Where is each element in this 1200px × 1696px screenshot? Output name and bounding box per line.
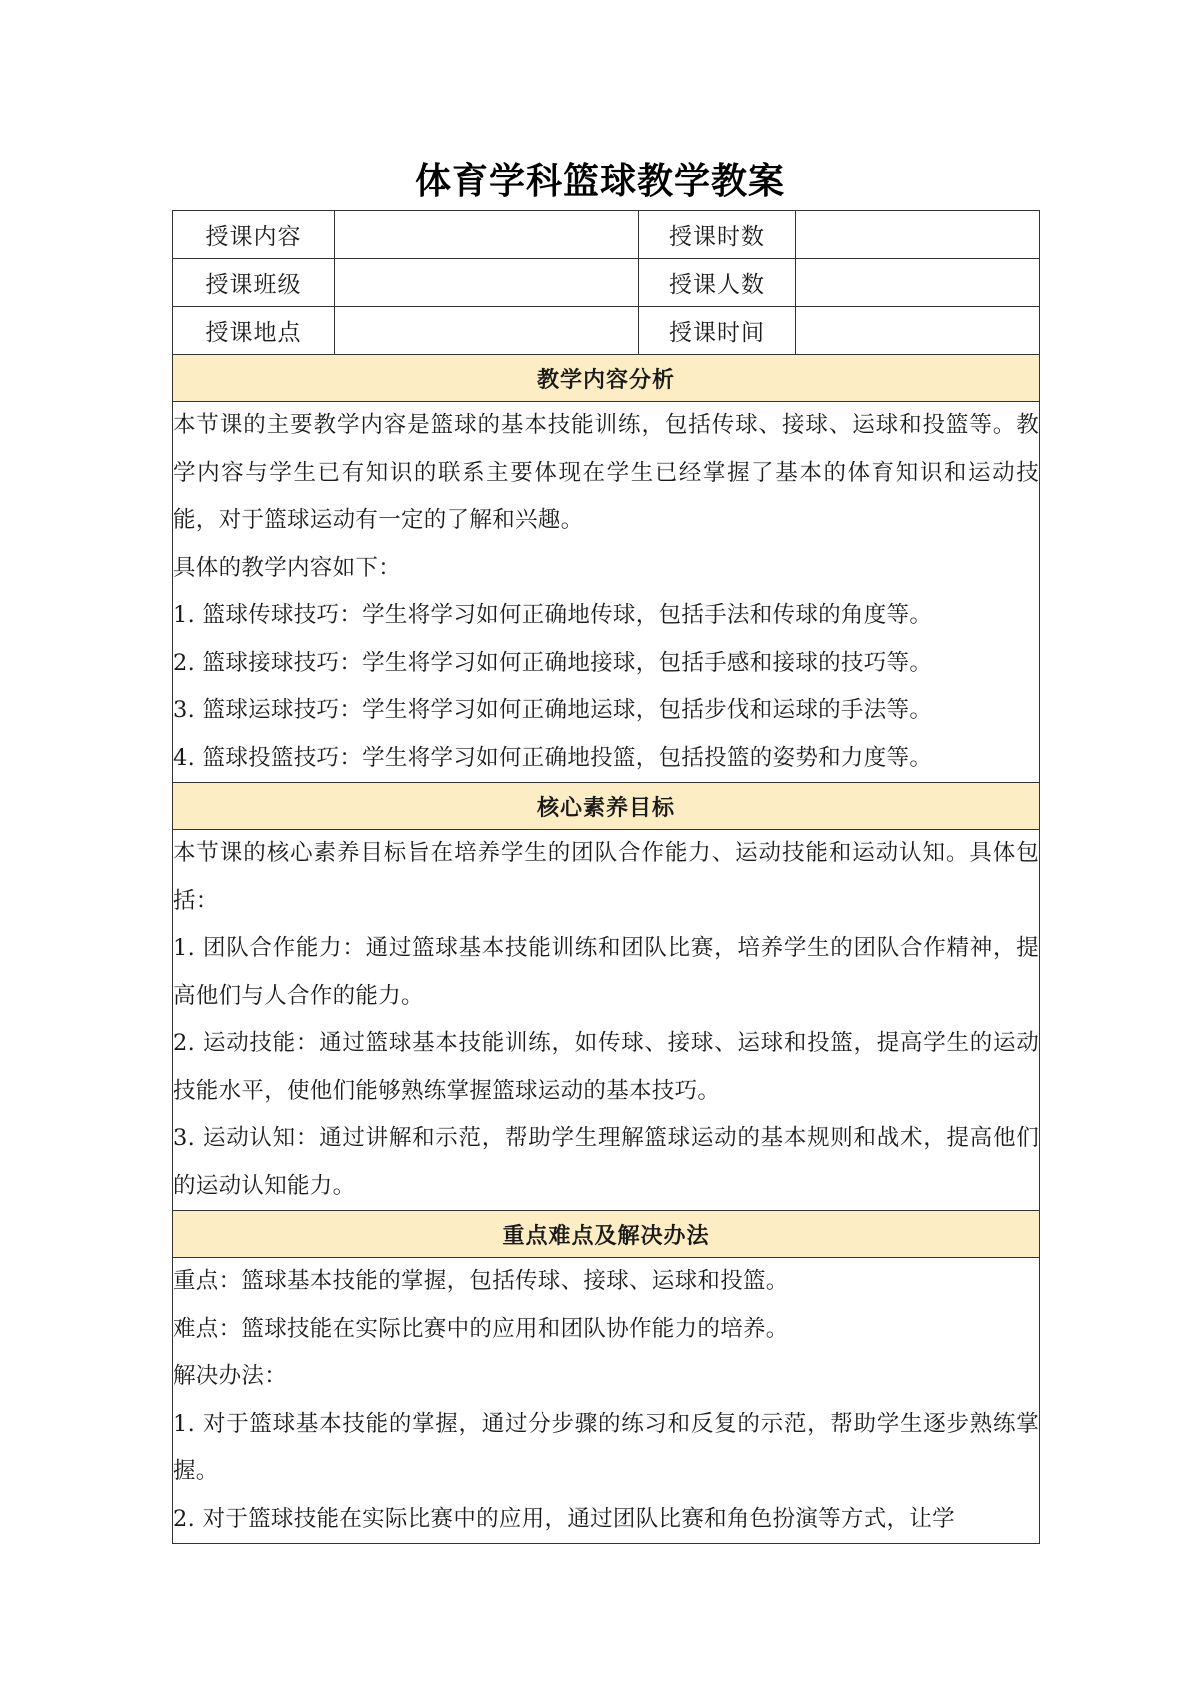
value-student-count: [796, 259, 1040, 307]
section-title-literacy: 核心素养目标: [173, 783, 1040, 830]
section-body-keypoints: [173, 1258, 1040, 1544]
section-content-analysis: [173, 402, 1040, 783]
keypoints-list-item: 2. 对于篮球技能在实际比赛中的应用，通过团队比赛和角色扮演等方式，让学: [173, 1505, 955, 1532]
info-row-location: [173, 307, 1040, 355]
section-header-keypoints: [173, 1211, 1040, 1258]
section-title-analysis: 教学内容分析: [173, 355, 1040, 402]
keypoints-list-item: 1. 对于篮球基本技能的掌握，通过分步骤的练习和反复的示范，帮助学生逐步熟练掌握。: [173, 1410, 1039, 1484]
analysis-list-item: 4. 篮球投篮技巧：学生将学习如何正确地投篮，包括投篮的姿势和力度等。: [173, 744, 933, 771]
analysis-paragraph: 本节课的主要教学内容是篮球的基本技能训练，包括传球、接球、运球和投篮等。教学内容与学生已有知识的联系主要体现在学生已经掌握了基本的体育知识和运动技能，对于篮球运动有一定的了解和兴趣。: [173, 412, 1039, 533]
analysis-list-item: 1. 篮球传球技巧：学生将学习如何正确地传球，包括手法和传球的角度等。: [173, 602, 933, 628]
keypoints-paragraph: 难点：篮球技能在实际比赛中的应用和团队协作能力的培养。: [173, 1315, 789, 1342]
value-lesson-class: [335, 259, 639, 307]
section-header-literacy: [173, 783, 1040, 830]
info-row-content: [173, 211, 1040, 259]
label-lesson-class: 授课班级: [173, 259, 335, 307]
analysis-paragraph: 具体的教学内容如下：: [173, 554, 402, 581]
value-lesson-hours: [796, 211, 1040, 259]
document-title: 体育学科篮球教学教案: [414, 161, 785, 202]
section-title-keypoints: 重点难点及解决办法: [173, 1211, 1040, 1258]
keypoints-paragraph: 解决办法：: [173, 1363, 288, 1389]
section-body-analysis: [173, 402, 1040, 783]
literacy-list-item: 2. 运动技能：通过篮球基本技能训练，如传球、接球、运球和投篮，提高学生的运动技能水平，使他们能够熟练掌握篮球运动的基本技巧。: [173, 1030, 1039, 1104]
label-lesson-location: 授课地点: [173, 307, 335, 355]
keypoints-paragraph: 重点：篮球基本技能的掌握，包括传球、接球、运球和投篮。: [173, 1268, 789, 1294]
literacy-paragraph: 本节课的核心素养目标旨在培养学生的团队合作能力、运动技能和运动认知。具体包括：: [173, 840, 1039, 914]
label-lesson-content: 授课内容: [173, 211, 335, 259]
value-lesson-content: [335, 211, 639, 259]
label-lesson-time: 授课时间: [639, 307, 796, 355]
lesson-plan-table: [172, 210, 1040, 1544]
section-body-literacy: [173, 830, 1040, 1211]
section-content-literacy: [173, 830, 1040, 1211]
section-content-keypoints: [173, 1258, 1040, 1544]
section-header-analysis: [173, 355, 1040, 402]
literacy-list-item: 3. 运动认知：通过讲解和示范，帮助学生理解篮球运动的基本规则和战术，提高他们的运动认知能力。: [173, 1125, 1039, 1199]
label-student-count: 授课人数: [639, 259, 796, 307]
analysis-list-item: 2. 篮球接球技巧：学生将学习如何正确地接球，包括手感和接球的技巧等。: [173, 649, 933, 676]
analysis-list-item: 3. 篮球运球技巧：学生将学习如何正确地运球，包括步伐和运球的手法等。: [173, 697, 933, 723]
label-lesson-hours: 授课时数: [639, 211, 796, 259]
info-row-class: [173, 259, 1040, 307]
value-lesson-location: [335, 307, 639, 355]
value-lesson-time: [796, 307, 1040, 355]
literacy-list-item: 1. 团队合作能力：通过篮球基本技能训练和团队比赛，培养学生的团队合作精神，提高他们与人合作的能力。: [173, 935, 1039, 1009]
